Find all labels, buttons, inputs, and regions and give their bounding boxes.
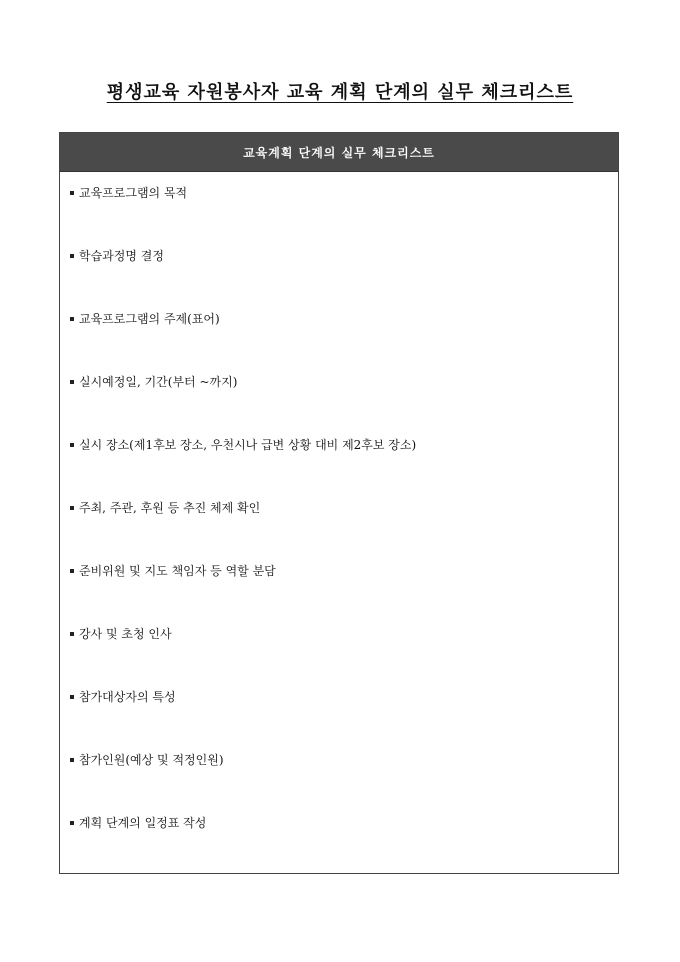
checklist-header: 교육계획 단계의 실무 체크리스트 [60,133,618,172]
checklist-item-label: 참가인원(예상 및 적정인원) [79,753,224,767]
checklist-item-label: 계획 단계의 일정표 작성 [79,816,207,830]
bullet-icon [70,569,74,573]
checklist-item [70,501,260,515]
checklist-item [70,186,187,200]
checklist-item-label: 참가대상자의 특성 [79,690,176,704]
checklist-item [70,564,276,578]
checklist-item [70,753,224,767]
checklist-item-label: 교육프로그램의 목적 [79,186,188,200]
checklist-item [70,312,220,326]
checklist-table [59,132,619,874]
document-title-text: 평생교육 자원봉사자 교육 계획 단계의 실무 체크리스트 [106,82,574,103]
bullet-icon [70,758,74,762]
bullet-icon [70,191,74,195]
bullet-icon [70,821,74,825]
checklist-item [70,627,172,641]
checklist-item [70,375,237,389]
bullet-icon [70,443,74,447]
checklist-item-label: 주최, 주관, 후원 등 추진 체제 확인 [79,501,261,515]
checklist-item-label: 실시예정일, 기간(부터 ~까지) [79,375,238,389]
bullet-icon [70,632,74,636]
checklist-item [70,816,206,830]
bullet-icon [70,506,74,510]
bullet-icon [70,380,74,384]
bullet-icon [70,695,74,699]
checklist-item [70,690,176,704]
checklist-item-label: 실시 장소(제1후보 장소, 우천시나 급변 상황 대비 제2후보 장소) [79,438,417,452]
checklist-item [70,249,164,263]
checklist-item-label: 강사 및 초청 인사 [79,627,172,641]
bullet-icon [70,317,74,321]
bullet-icon [70,254,74,258]
checklist-item [70,438,416,452]
checklist-item-label: 학습과정명 결정 [79,249,164,263]
document-title [0,78,680,104]
checklist-item-label: 교육프로그램의 주제(표어) [79,312,220,326]
checklist-item-label: 준비위원 및 지도 책임자 등 역할 분담 [79,564,276,578]
